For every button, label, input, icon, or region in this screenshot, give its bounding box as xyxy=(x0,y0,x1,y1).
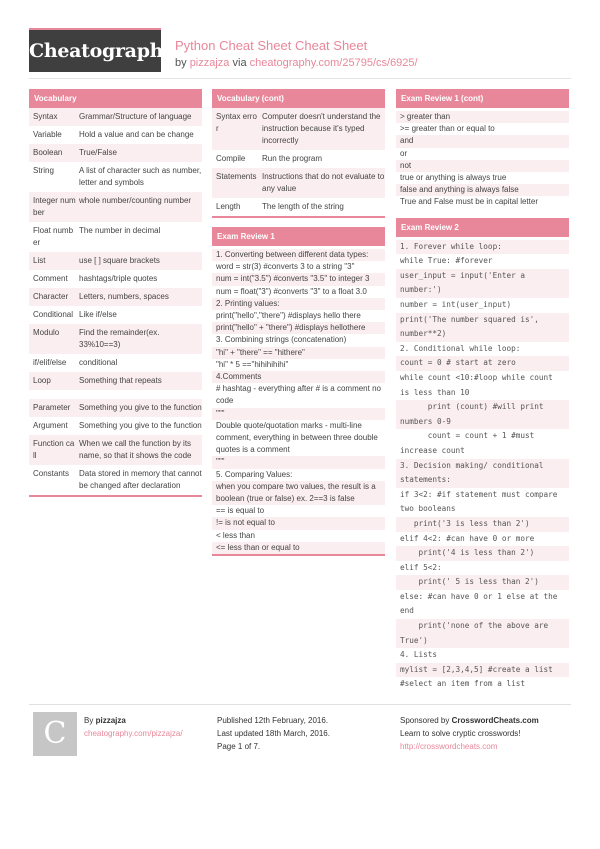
header xyxy=(175,38,418,69)
footer-sponsor xyxy=(400,714,539,753)
table-row xyxy=(29,270,202,288)
footer-author xyxy=(84,714,183,740)
text-line: true or anything is always true xyxy=(400,173,507,183)
sponsor-label: Sponsored by xyxy=(400,716,450,725)
row-term: Conditional xyxy=(33,310,74,319)
row-term: Argument xyxy=(33,421,68,430)
text-line: word = str(3) #converts 3 to a string "3" xyxy=(216,262,355,272)
vocabulary-heading: Vocabulary xyxy=(29,89,202,108)
updated-date: Last updated 18th March, 2016. xyxy=(217,729,330,738)
row-term: Character xyxy=(33,292,69,301)
text-line: 4. Lists xyxy=(400,650,438,660)
row-definition: hashtags/triple quotes xyxy=(79,274,158,283)
row-definition: Run the program xyxy=(262,154,323,163)
row-term: String xyxy=(33,166,54,175)
sheet-url-link[interactable]: cheatography.com/25795/cs/6925/ xyxy=(249,57,418,69)
row-term: Function call xyxy=(33,439,75,460)
text-line: True and False must be in capital letter xyxy=(400,197,538,207)
row-term: Loop xyxy=(33,376,51,385)
row-term: Integer number xyxy=(33,196,76,217)
row-definition: Like if/else xyxy=(79,310,117,319)
text-line: 2. Conditional while loop: xyxy=(400,343,521,353)
text-line: 2. Printing values: xyxy=(212,298,385,310)
text-line: 3. Combining strings (concatenation) xyxy=(216,335,347,345)
text-line: print('3 is less than 2') xyxy=(396,517,569,532)
text-line: 1. Converting between different data types: xyxy=(212,249,385,261)
text-line: """ xyxy=(212,408,385,420)
vocabulary-cont-table xyxy=(212,108,385,216)
sponsor-link[interactable]: http://crosswordcheats.com xyxy=(400,742,498,751)
table-row xyxy=(29,162,202,192)
exam-review-2-heading: Exam Review 2 xyxy=(396,218,569,237)
published-date: Published 12th February, 2016. xyxy=(217,716,329,725)
text-line: 5. Comparing Values: xyxy=(216,469,293,479)
exam-review-1-cont-heading: Exam Review 1 (cont) xyxy=(396,89,569,108)
footer-dates xyxy=(217,714,330,753)
table-row xyxy=(29,372,202,390)
row-term: Variable xyxy=(33,130,62,139)
row-term: if/elif/else xyxy=(33,358,67,367)
text-line: print('none of the above are True') xyxy=(396,619,569,648)
text-line: and xyxy=(396,135,569,147)
row-definition: Hold a value and can be change xyxy=(79,130,194,139)
table-row xyxy=(29,288,202,306)
text-line: number = int(user_input) xyxy=(400,300,512,309)
vocabulary-block xyxy=(29,89,202,497)
text-line: count = 0 # start at zero xyxy=(396,356,569,371)
table-row xyxy=(29,222,202,252)
footer-by-label: By xyxy=(84,716,94,725)
sponsor-tagline: Learn to solve cryptic crosswords! xyxy=(400,729,521,738)
table-row xyxy=(29,354,202,372)
text-line: print(' 5 is less than 2') xyxy=(396,575,569,590)
footer-author-name[interactable]: pizzajza xyxy=(95,716,126,725)
text-line: user_input = input('Enter a number:') xyxy=(396,269,569,298)
row-definition: A list of character such as number, letter and symbols xyxy=(79,166,202,187)
row-term: Syntax xyxy=(33,112,58,121)
vocabulary-table xyxy=(29,108,202,390)
table-row xyxy=(29,108,202,126)
table-row xyxy=(212,198,385,216)
row-term: Modulo xyxy=(33,328,60,337)
author-link[interactable]: pizzajza xyxy=(189,57,230,69)
text-line: == is equal to xyxy=(216,506,265,516)
page-number: Page 1 of 7. xyxy=(217,742,261,751)
row-term: Float number xyxy=(33,226,74,247)
text-line: when you compare two values, the result is a boolean (true or false) ex. 2==3 is false xyxy=(212,481,385,505)
exam-review-2-block xyxy=(396,218,569,692)
by-label: by xyxy=(175,57,187,69)
vocabulary-cont-heading: Vocabulary (cont) xyxy=(212,89,385,108)
byline xyxy=(175,57,418,69)
vocabulary-table-2 xyxy=(29,399,202,495)
row-definition: Something you give to the function xyxy=(79,421,202,430)
page-title: Python Cheat Sheet Cheat Sheet xyxy=(175,38,368,53)
text-line: print("hello","there") #displays hello there xyxy=(216,311,361,321)
row-definition: The number in decimal xyxy=(79,226,161,235)
row-definition: True/False xyxy=(79,148,117,157)
row-definition: Something that repeats xyxy=(79,376,162,385)
text-line: # hashtag - everything after # is a comment no code xyxy=(216,384,381,406)
text-line: print('The number squared is', number**2) xyxy=(396,313,569,342)
via-label: via xyxy=(232,57,247,69)
text-line: #select an item from a list xyxy=(400,679,525,689)
table-row xyxy=(29,144,202,162)
column-2 xyxy=(212,89,385,565)
row-term: List xyxy=(33,256,46,265)
exam-review-1-heading: Exam Review 1 xyxy=(212,227,385,246)
row-definition: Grammar/Structure of language xyxy=(79,112,192,121)
text-line: mylist = [2,3,4,5] #create a list xyxy=(396,663,569,678)
row-definition: Letters, numbers, spaces xyxy=(79,292,169,301)
text-line: 4.Comments xyxy=(212,371,385,383)
column-3 xyxy=(396,89,569,701)
row-term: Statements xyxy=(216,172,257,181)
text-line: """ xyxy=(212,456,385,468)
text-line: print("hello" + "there") #displays hellothere xyxy=(212,322,385,334)
table-row xyxy=(29,465,202,495)
text-line: count = count + 1 #must increase count xyxy=(400,431,539,455)
sponsor-name[interactable]: CrosswordCheats.com xyxy=(451,716,539,725)
row-definition: The length of the string xyxy=(262,202,344,211)
text-line: 1. Forever while loop: xyxy=(396,240,569,255)
header-divider xyxy=(29,78,571,79)
text-line: false and anything is always false xyxy=(396,184,569,196)
table-row xyxy=(212,150,385,168)
row-definition: Find the remainder(ex. 33%10==3) xyxy=(79,328,160,349)
text-line: print (count) #will print numbers 0-9 xyxy=(396,400,569,429)
row-term: Syntax error xyxy=(216,112,257,133)
table-row xyxy=(29,324,202,354)
text-line: <= less than or equal to xyxy=(212,542,385,554)
exam-review-1-cont-content xyxy=(396,108,569,209)
text-line: else: #can have 0 or 1 else at the end xyxy=(400,591,563,616)
row-definition: When we call the function by its name, so that it shows the code xyxy=(79,439,192,460)
exam-review-1-cont-block xyxy=(396,89,569,209)
row-definition: use [ ] square brackets xyxy=(79,256,160,265)
text-line: num = int("3.5") #converts "3.5" to integer 3 xyxy=(212,273,385,285)
table-row xyxy=(29,126,202,144)
row-definition: whole number/counting number xyxy=(79,196,192,205)
exam-review-1-footer-bar xyxy=(212,554,385,556)
text-line: != is not equal to xyxy=(212,517,385,529)
text-line: < less than xyxy=(216,530,255,540)
row-definition: Something you give to the function xyxy=(79,403,202,412)
text-line: while True: #forever xyxy=(400,256,493,266)
vocabulary-footer-bar xyxy=(29,495,202,497)
text-line: elif 4<2: #can have 0 or more xyxy=(400,533,535,543)
cheatography-logo[interactable]: Cheatography xyxy=(29,30,161,72)
row-term: Parameter xyxy=(33,403,71,412)
text-line: "hi" * 5 =="hihihihihi" xyxy=(216,359,289,369)
table-row xyxy=(212,168,385,198)
table-row xyxy=(29,192,202,222)
exam-review-1-block xyxy=(212,227,385,556)
row-term: Comment xyxy=(33,274,68,283)
avatar: C xyxy=(33,712,77,756)
row-definition: Data stored in memory that cannot be changed after declaration xyxy=(79,469,202,490)
table-row xyxy=(29,435,202,465)
row-definition: conditional xyxy=(79,358,118,367)
row-term: Boolean xyxy=(33,148,63,157)
text-line: > greater than xyxy=(396,111,569,123)
text-line: not xyxy=(396,160,569,172)
table-row xyxy=(29,399,202,417)
footer-divider xyxy=(29,704,571,705)
text-line: print('4 is less than 2') xyxy=(396,546,569,561)
text-line: 3. Decision making/ conditional statements: xyxy=(396,459,569,488)
row-definition: Instructions that do not evaluate to any value xyxy=(262,172,385,193)
footer-author-link[interactable]: cheatography.com/pizzajza/ xyxy=(84,729,183,738)
exam-review-1-content xyxy=(212,246,385,554)
text-line: if 3<2: #if statement must compare two booleans xyxy=(400,489,563,514)
table-spacer xyxy=(29,390,202,399)
vocabulary-cont-footer-bar xyxy=(212,216,385,218)
vocabulary-cont-block xyxy=(212,89,385,218)
row-definition: Computer doesn't understand the instruction because it's typed incorrectly xyxy=(262,112,381,145)
row-term: Compile xyxy=(216,154,246,163)
column-1 xyxy=(29,89,202,506)
text-line: elif 5<2: xyxy=(400,562,442,572)
row-term: Constants xyxy=(33,469,70,478)
text-line: while count <10:#loop while count is less than 10 xyxy=(400,372,558,397)
text-line: num = float("3") #converts "3" to a float 3.0 xyxy=(216,286,367,296)
table-row xyxy=(29,417,202,435)
text-line: "hi" + "there" == "hithere" xyxy=(212,347,385,359)
text-line: Double quote/quotation marks - multi-line comment, everything in between three double quotes is a comment xyxy=(216,420,378,455)
text-line: or xyxy=(400,148,408,158)
exam-review-2-content xyxy=(396,237,569,692)
table-row xyxy=(29,252,202,270)
table-row xyxy=(212,108,385,150)
table-row xyxy=(29,306,202,324)
row-term: Length xyxy=(216,202,241,211)
text-line: >= greater than or equal to xyxy=(400,124,495,134)
